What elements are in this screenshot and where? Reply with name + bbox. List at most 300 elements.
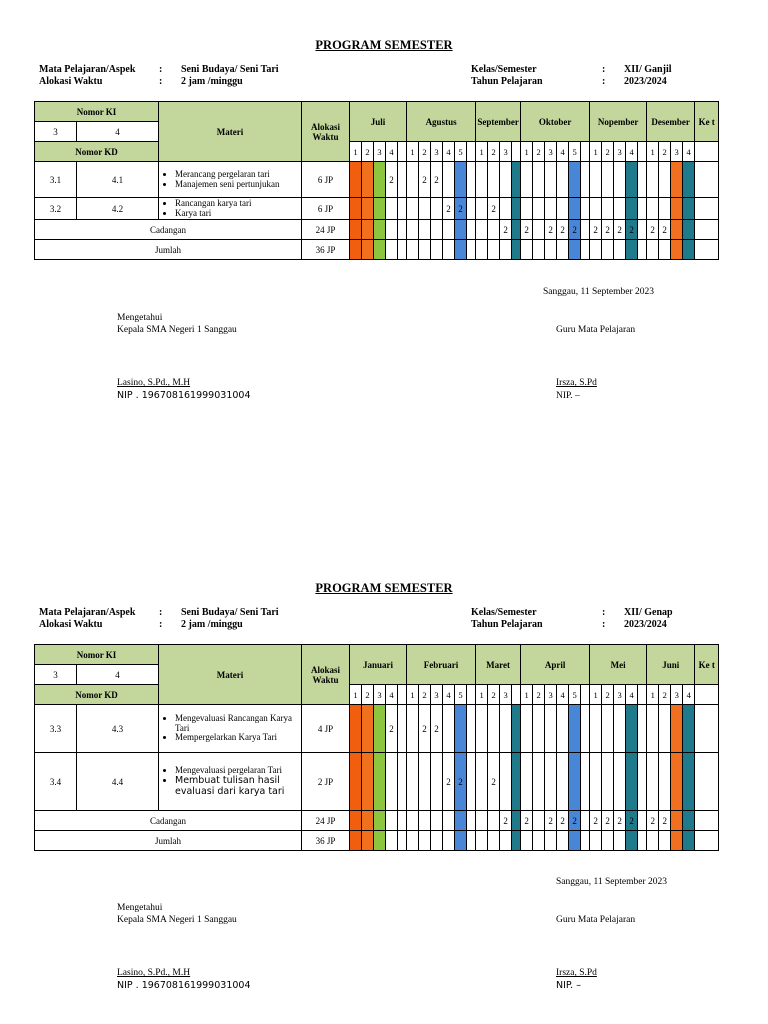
week-cell [455,240,467,260]
week-spacer [638,220,647,240]
week-cell [545,240,557,260]
week-cell [443,811,455,831]
week-cell [419,831,431,851]
week-cell [500,705,512,753]
week-cell [614,705,626,753]
month-header: Agustus [407,102,476,142]
week-cell [455,705,467,753]
week-spacer [398,705,407,753]
ket-cell [695,240,719,260]
guru-nip: NIP. – [556,391,580,401]
week-cell: 2 [455,198,467,220]
week-number: 3 [614,142,626,162]
week-cell [476,705,488,753]
week-cell [431,240,443,260]
week-cell [569,753,581,811]
week-cell [443,831,455,851]
tahun-value: 2023/2024 [624,619,667,630]
week-cell [533,811,545,831]
week-cell [407,811,419,831]
week-cell [500,240,512,260]
week-cell [455,811,467,831]
cadangan-label: Cadangan [35,220,302,240]
week-cell [362,162,374,198]
ki-4: 4 [77,665,159,685]
week-cell [683,240,695,260]
week-cell: 2 [614,220,626,240]
week-cell: 2 [488,753,500,811]
week-spacer [398,162,407,198]
ket-cell [695,685,719,705]
kd-3: 3.4 [35,753,77,811]
week-spacer [467,198,476,220]
week-cell [407,198,419,220]
week-cell [614,831,626,851]
week-cell [671,240,683,260]
week-cell [362,811,374,831]
ki-4: 4 [77,122,159,142]
week-spacer [638,753,647,811]
week-cell [431,811,443,831]
week-cell [614,240,626,260]
week-cell [659,162,671,198]
colon: : [159,76,163,87]
week-cell [533,240,545,260]
kd-4: 4.1 [77,162,159,198]
week-number: 2 [659,685,671,705]
week-cell [545,162,557,198]
week-cell [407,831,419,851]
week-cell [374,162,386,198]
week-cell [350,831,362,851]
week-cell [419,198,431,220]
week-cell [545,198,557,220]
week-cell [386,198,398,220]
week-spacer [581,142,590,162]
week-number: 2 [488,685,500,705]
week-number: 3 [374,685,386,705]
kepala-title: Kepala SMA Negeri 1 Sanggau [117,325,237,335]
week-cell [476,240,488,260]
week-cell [362,240,374,260]
month-header: April [521,645,590,685]
kd-4: 4.2 [77,198,159,220]
week-cell: 2 [443,753,455,811]
materi-item: • Mengevaluasi Rancangan Karya Tari [175,714,301,733]
month-header: Desember [647,102,695,142]
kelas-value: XII/ Genap [624,607,673,618]
week-number: 2 [362,142,374,162]
week-number: 3 [671,142,683,162]
ket-cell [695,220,719,240]
week-number: 2 [488,142,500,162]
ket-cell [695,142,719,162]
week-cell [602,198,614,220]
program-semester-table [34,644,719,851]
week-cell [374,753,386,811]
alokasi-header: Alokasi Waktu [302,645,350,705]
week-cell: 2 [647,220,659,240]
month-header: September [476,102,521,142]
colon: : [159,64,163,75]
week-cell [659,753,671,811]
ki-3: 3 [35,665,77,685]
week-spacer [467,240,476,260]
jp-cell: 4 JP [302,705,350,753]
guru-title: Guru Mata Pelajaran [556,915,636,925]
week-cell [659,240,671,260]
tahun-label: Tahun Pelajaran [471,619,543,630]
week-spacer [638,198,647,220]
week-cell [626,831,638,851]
week-spacer [512,753,521,811]
week-cell [647,753,659,811]
week-spacer [512,162,521,198]
week-number: 2 [419,685,431,705]
week-cell [386,831,398,851]
week-cell [386,220,398,240]
week-cell [521,705,533,753]
week-number: 3 [545,685,557,705]
mapel-label: Mata Pelajaran/Aspek [39,64,136,75]
week-number: 2 [533,142,545,162]
week-number: 4 [443,685,455,705]
week-cell [476,162,488,198]
week-cell: 2 [614,811,626,831]
week-spacer [512,811,521,831]
alokasi-label: Alokasi Waktu [39,619,103,630]
alokasi-value: 2 jam /minggu [181,76,243,87]
week-number: 1 [476,142,488,162]
week-cell [533,705,545,753]
week-spacer [398,142,407,162]
week-spacer [581,753,590,811]
week-cell [557,240,569,260]
jumlah-jp: 36 JP [302,831,350,851]
week-cell [500,831,512,851]
mapel-value: Seni Budaya/ Seni Tari [181,607,279,618]
ket-cell [695,753,719,811]
week-number: 4 [683,685,695,705]
month-header: Nopember [590,102,647,142]
week-cell [602,705,614,753]
week-spacer [467,705,476,753]
week-spacer [398,685,407,705]
week-cell [488,240,500,260]
kd-3: 3.1 [35,162,77,198]
ket-cell [695,198,719,220]
week-cell: 2 [431,162,443,198]
week-cell [386,240,398,260]
week-spacer [398,811,407,831]
kepala-nip: NIP . 196708161999031004 [117,390,251,401]
cadangan-jp: 24 JP [302,811,350,831]
week-number: 1 [476,685,488,705]
week-cell [602,831,614,851]
week-cell: 2 [590,220,602,240]
ki-3: 3 [35,122,77,142]
week-cell [455,831,467,851]
week-number: 2 [533,685,545,705]
kepala-title: Kepala SMA Negeri 1 Sanggau [117,915,237,925]
week-cell [431,198,443,220]
week-cell [602,753,614,811]
week-spacer [467,753,476,811]
week-spacer [581,705,590,753]
week-cell [626,162,638,198]
week-cell: 2 [590,811,602,831]
week-spacer [398,220,407,240]
ket-cell [695,705,719,753]
week-number: 3 [500,685,512,705]
week-cell: 2 [602,220,614,240]
week-cell [374,705,386,753]
week-cell: 2 [500,811,512,831]
week-cell [488,162,500,198]
nomor-ki-header: Nomor KI [35,645,159,665]
week-spacer [398,198,407,220]
week-number: 4 [386,685,398,705]
guru-nip: NIP. – [556,980,581,991]
week-spacer [512,142,521,162]
week-spacer [467,831,476,851]
week-cell [476,831,488,851]
week-cell [626,240,638,260]
week-number: 5 [455,142,467,162]
week-cell [386,811,398,831]
week-number: 3 [500,142,512,162]
month-header: Maret [476,645,521,685]
week-spacer [467,685,476,705]
week-cell [407,220,419,240]
week-cell [557,198,569,220]
week-cell [521,240,533,260]
week-spacer [581,220,590,240]
week-cell [557,831,569,851]
week-cell [533,162,545,198]
week-cell [557,162,569,198]
week-cell [671,705,683,753]
week-cell: 2 [647,811,659,831]
date-place: Sanggau, 11 September 2023 [543,287,654,297]
week-cell: 2 [626,220,638,240]
week-spacer [467,142,476,162]
kd-3: 3.2 [35,198,77,220]
week-cell [350,198,362,220]
week-number: 1 [407,142,419,162]
materi-item: • Merancang pergelaran tari [175,170,301,180]
week-cell [647,705,659,753]
week-spacer [398,753,407,811]
week-cell [488,831,500,851]
week-spacer [512,198,521,220]
week-number: 3 [545,142,557,162]
week-cell [362,198,374,220]
week-cell [362,831,374,851]
date-place: Sanggau, 11 September 2023 [556,877,667,887]
week-cell [647,162,659,198]
week-cell [350,705,362,753]
week-cell [455,220,467,240]
month-header: Januari [350,645,407,685]
week-cell [569,198,581,220]
week-cell [545,753,557,811]
week-cell [455,162,467,198]
week-cell [407,753,419,811]
week-number: 5 [569,142,581,162]
week-number: 4 [626,685,638,705]
week-number: 4 [683,142,695,162]
week-number: 1 [521,685,533,705]
week-cell: 2 [602,811,614,831]
week-cell [671,811,683,831]
month-header: Oktober [521,102,590,142]
week-cell: 2 [659,811,671,831]
week-cell [626,705,638,753]
week-cell [602,162,614,198]
mapel-label: Mata Pelajaran/Aspek [39,607,136,618]
kepala-nip: NIP . 196708161999031004 [117,980,251,991]
week-cell [683,811,695,831]
week-cell [374,831,386,851]
week-cell [350,240,362,260]
materi-cell [159,198,302,220]
week-cell: 2 [500,220,512,240]
kd-4: 4.4 [77,753,159,811]
week-cell [647,198,659,220]
week-cell [488,811,500,831]
week-number: 2 [419,142,431,162]
week-number: 1 [407,685,419,705]
jumlah-label: Jumlah [35,831,302,851]
week-spacer [638,705,647,753]
week-spacer [512,831,521,851]
week-spacer [638,240,647,260]
week-cell [626,753,638,811]
week-cell [590,831,602,851]
week-cell [500,198,512,220]
materi-item: • Manajemen seni pertunjukan [175,180,301,190]
materi-item: • Karya tari [175,209,301,219]
jp-cell: 6 JP [302,162,350,198]
week-cell: 2 [557,220,569,240]
mapel-value: Seni Budaya/ Seni Tari [181,64,279,75]
week-cell [431,831,443,851]
week-spacer [581,162,590,198]
week-cell [386,753,398,811]
week-cell [374,811,386,831]
colon: : [159,607,163,618]
week-spacer [512,685,521,705]
week-cell: 2 [569,811,581,831]
week-number: 2 [602,142,614,162]
kd-4: 4.3 [77,705,159,753]
month-header: Februari [407,645,476,685]
week-spacer [512,220,521,240]
week-spacer [512,240,521,260]
colon: : [602,76,606,87]
week-cell [569,831,581,851]
week-spacer [467,220,476,240]
week-cell [374,240,386,260]
week-cell: 2 [419,705,431,753]
colon: : [602,619,606,630]
week-cell [590,162,602,198]
week-cell [569,705,581,753]
week-cell [614,198,626,220]
week-cell: 2 [386,705,398,753]
week-number: 3 [431,142,443,162]
week-cell [683,220,695,240]
week-cell [350,753,362,811]
week-cell [614,162,626,198]
alokasi-label: Alokasi Waktu [39,76,103,87]
week-cell [419,220,431,240]
week-cell [521,162,533,198]
week-cell [443,705,455,753]
ket-header: Ke t [695,102,719,142]
week-cell [545,831,557,851]
week-cell [362,705,374,753]
week-cell: 2 [455,753,467,811]
week-cell [521,198,533,220]
week-cell [569,240,581,260]
guru-name: Irsza, S.Pd [556,378,597,388]
week-cell [419,811,431,831]
nomor-ki-header: Nomor KI [35,102,159,122]
week-number: 4 [386,142,398,162]
week-cell: 2 [569,220,581,240]
week-spacer [638,162,647,198]
week-number: 2 [602,685,614,705]
week-cell [374,198,386,220]
month-header: Juli [350,102,407,142]
week-cell [602,240,614,260]
week-cell [476,220,488,240]
materi-header: Materi [159,645,302,705]
week-spacer [581,831,590,851]
week-cell [683,162,695,198]
materi-cell [159,753,302,811]
week-number: 1 [590,685,602,705]
week-number: 1 [647,142,659,162]
week-number: 1 [647,685,659,705]
ket-cell [695,831,719,851]
week-spacer [638,811,647,831]
week-spacer [638,142,647,162]
week-cell [350,811,362,831]
week-cell [533,198,545,220]
week-cell [590,198,602,220]
week-cell: 2 [521,811,533,831]
week-spacer [467,811,476,831]
week-spacer [398,831,407,851]
week-cell [350,162,362,198]
week-cell [614,753,626,811]
week-cell [350,220,362,240]
alokasi-value: 2 jam /minggu [181,619,243,630]
nomor-kd-header: Nomor KD [35,685,159,705]
week-cell [683,705,695,753]
week-cell [659,831,671,851]
guru-name: Irsza, S.Pd [556,968,597,978]
week-cell: 2 [626,811,638,831]
month-header: Mei [590,645,647,685]
week-cell [476,753,488,811]
week-number: 1 [521,142,533,162]
week-cell [671,198,683,220]
week-cell [407,705,419,753]
